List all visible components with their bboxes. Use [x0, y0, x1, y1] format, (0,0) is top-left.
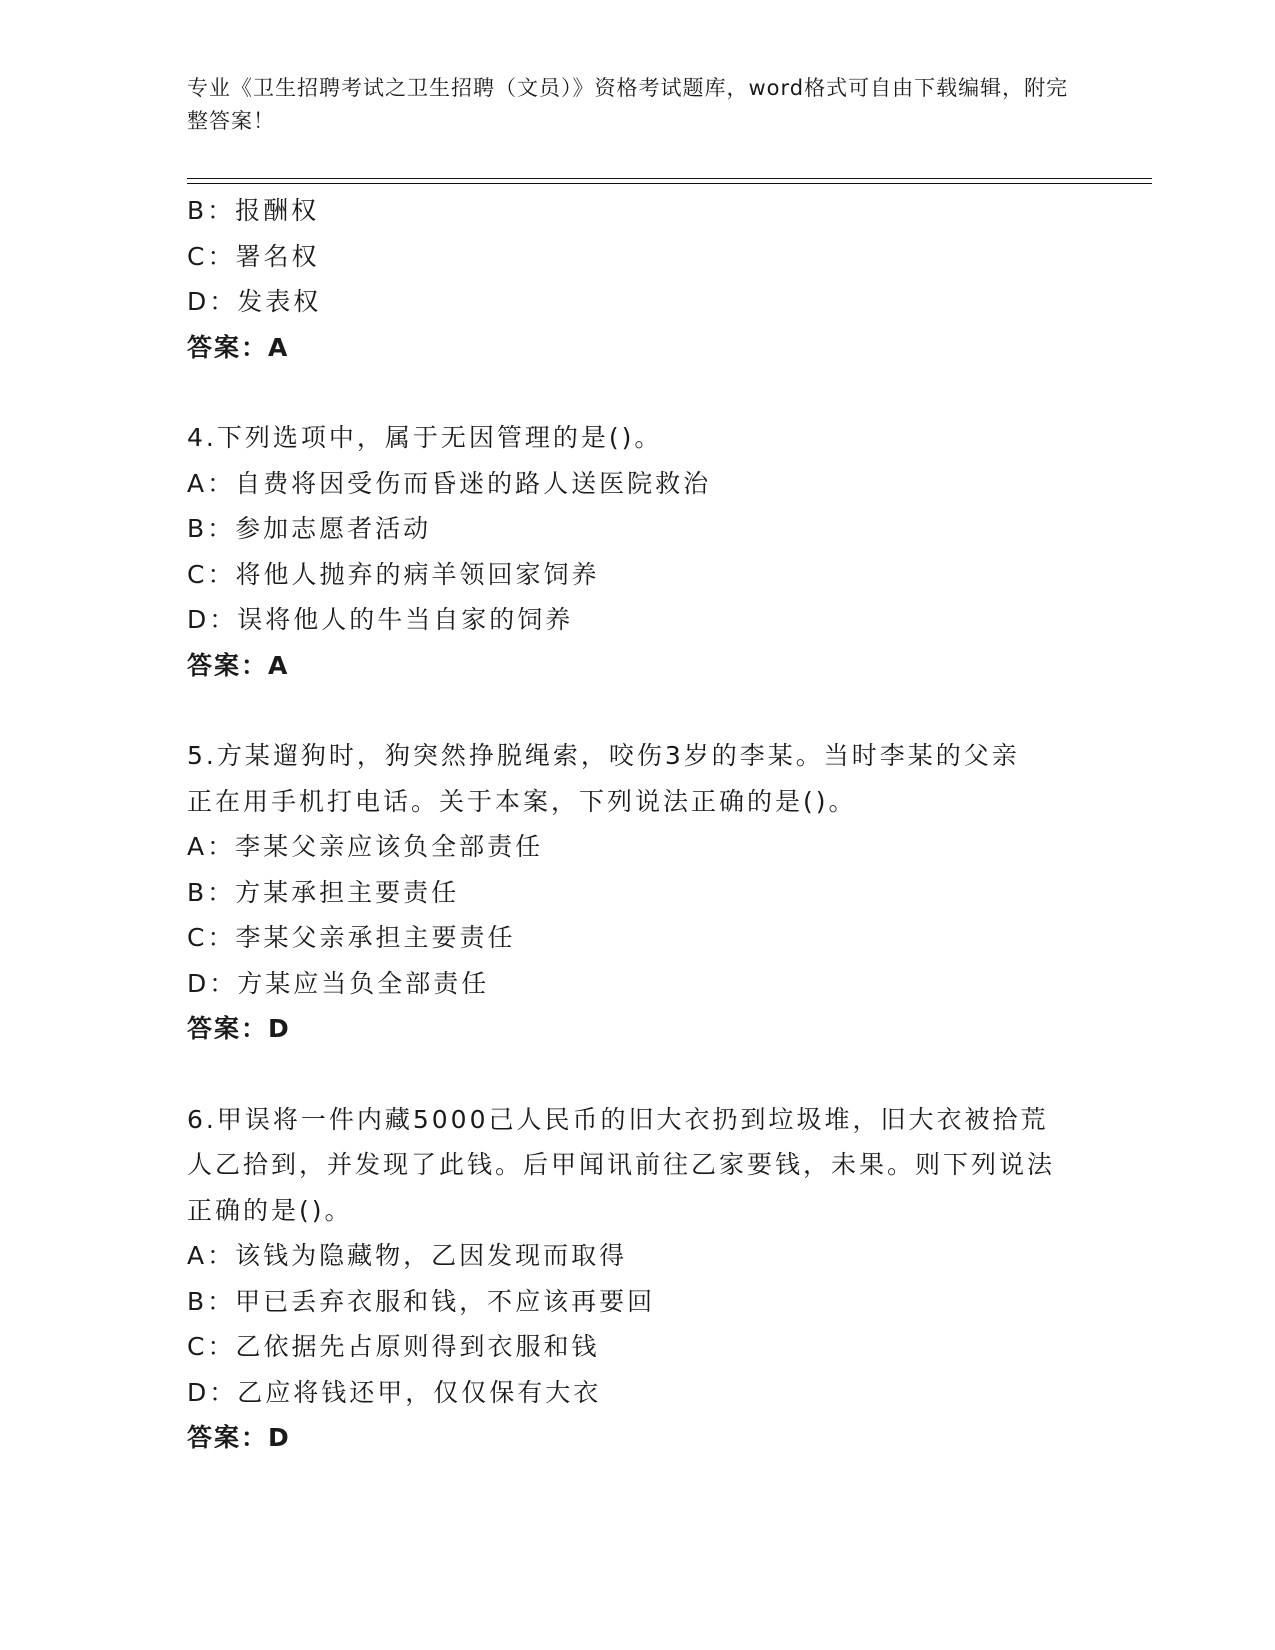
option-c: C：将他人抛弃的病羊领回家饲养: [187, 559, 600, 589]
question-list: [187, 188, 1087, 1461]
question-block-6: [187, 1097, 1087, 1461]
question-stem: 4.下列选项中，属于无因管理的是()。: [187, 423, 663, 452]
header-divider-top: [187, 178, 1152, 179]
option-d: D：误将他人的牛当自家的饲养: [187, 605, 574, 634]
option-b: B：甲已丢弃衣服和钱，不应该再要回: [187, 1286, 656, 1316]
answer-line: 答案：D: [187, 1014, 291, 1043]
option-d: D：乙应将钱还甲，仅仅保有大衣: [187, 1377, 602, 1407]
option-b: B：报酬权: [187, 196, 320, 225]
option-c: C：署名权: [187, 241, 320, 271]
document-header: 专业《卫生招聘考试之卫生招聘（文员）》资格考试题库，word格式可自由下载编辑，附完整答案！: [187, 76, 1069, 133]
answer-line: 答案：A: [187, 650, 290, 680]
option-d: D：发表权: [187, 287, 322, 316]
question-block-4: [187, 415, 1087, 688]
option-c: C：李某父亲承担主要责任: [187, 923, 516, 952]
option-c: C：乙依据先占原则得到衣服和钱: [187, 1332, 600, 1361]
option-d: D：方某应当负全部责任: [187, 968, 490, 998]
question-stem: 5.方某遛狗时，狗突然挣脱绳索，咬伤3岁的李某。当时李某的父亲正在用手机打电话。关于本案，下列说法正确的是()。: [187, 741, 1020, 816]
option-a: A：自费将因受伤而昏迷的路人送医院救治: [187, 468, 712, 498]
question-block-5: [187, 733, 1087, 1052]
option-a: A：李某父亲应该负全部责任: [187, 832, 544, 861]
previous-question-block: [187, 188, 1087, 370]
option-a: A：该钱为隐藏物，乙因发现而取得: [187, 1241, 628, 1270]
header-divider-bottom: [187, 183, 1152, 184]
question-stem: 6.甲误将一件内藏5000己人民币的旧大衣扔到垃圾堆，旧大衣被拾荒人乙拾到，并发现了此钱。后甲闻讯前往乙家要钱，未果。则下列说法正确的是()。: [187, 1104, 1056, 1225]
answer-line: 答案：D: [187, 1423, 291, 1452]
option-b: B：方某承担主要责任: [187, 877, 460, 907]
option-b: B：参加志愿者活动: [187, 514, 432, 543]
answer-line: 答案：A: [187, 332, 290, 362]
